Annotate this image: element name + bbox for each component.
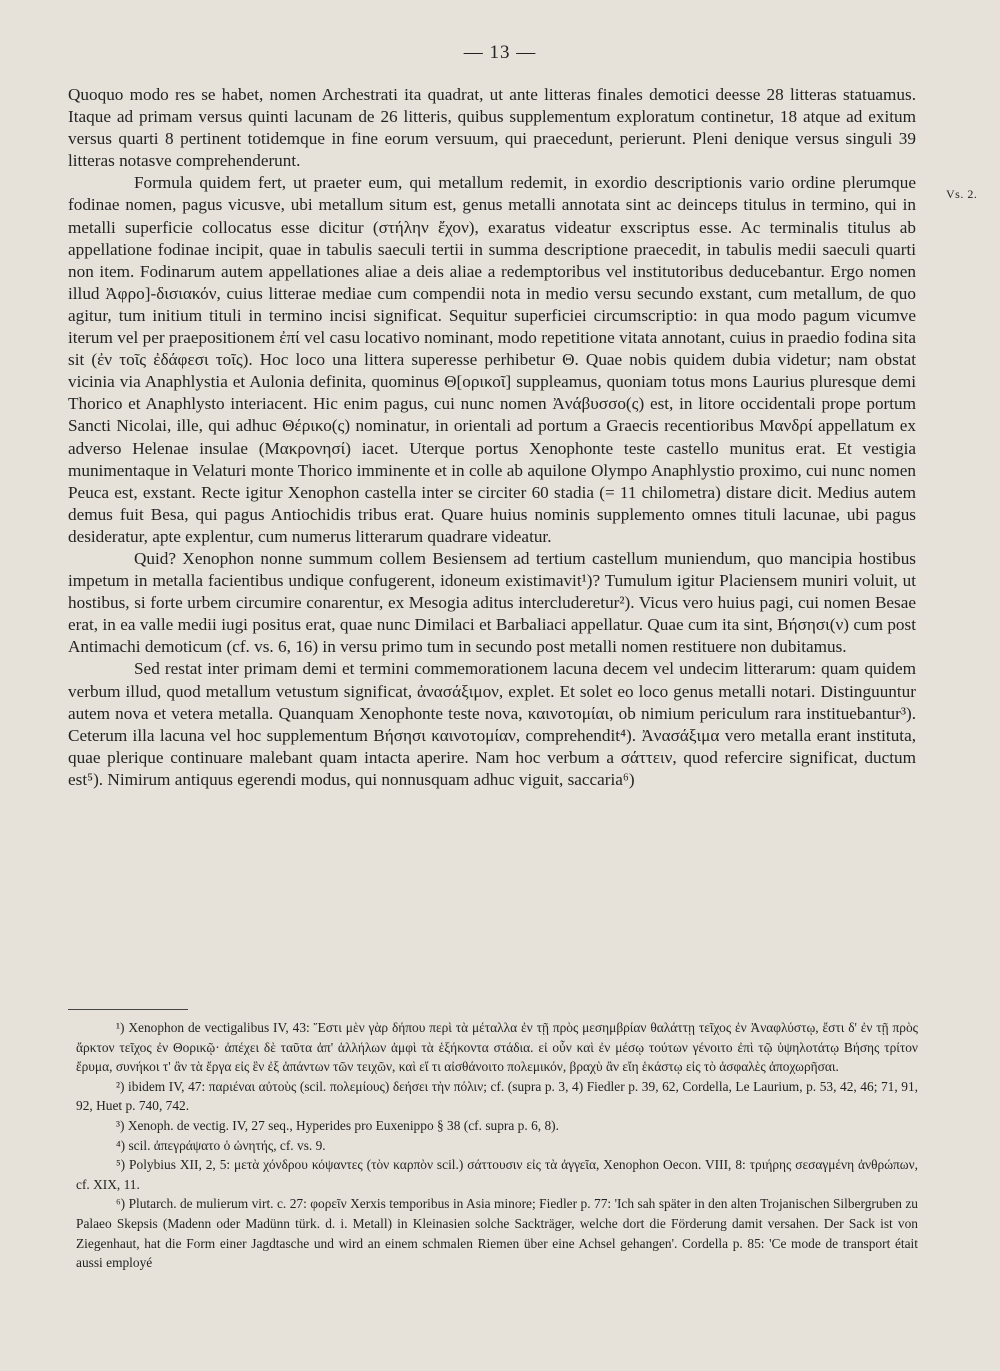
footnote: ³) Xenoph. de vectig. IV, 27 seq., Hyperides pro Euxenippo § 38 (cf. supra p. 6, 8). [116, 1117, 559, 1133]
paragraph: Quid? Xenophon nonne summum collem Besiensem ad tertium castellum muniendum, quo mancipia hostibus impetum in metalla facientibus undique confugerent, idoneum existimavit¹)? Tumulum igitur Placiensem muniri voluit, ut hostibus, si forte urbem circumire conarentur, ex Mesogia aditus intercluderetur²). Vicus vero huius pagi, cui nomen Besae erat, in ea valle medii iugi positus erat, quae nunc Dimilaci et Barbaliaci appellatur. Quae cum ita sint, Βήσησι(ν) cum post Antimachi demoticum (cf. vs. 6, 16) in versu primo tum in secundo post metalli nomen restituere non dubitamus. [68, 548, 916, 657]
main-text [68, 84, 916, 791]
footnotes [76, 1018, 918, 1273]
footnote-divider [68, 1009, 188, 1010]
paragraph: Quoquo modo res se habet, nomen Archestrati ita quadrat, ut ante litteras finales demotici deesse 28 litteras statuamus. Itaque ad primam versus quinti lacunam de 26 litteris, quibus supplementum exploratum continetur, 18 atque ad exitum versus quarti 8 pertinent totidemque in fine eorum versuum, qui praecedunt, perierunt. Pleni denique versus singuli 39 litteras notasve comprehenderunt. [68, 85, 916, 171]
margin-note: Vs. 2. [946, 187, 978, 201]
footnote: ⁴) scil. ἀπεγράψατο ὁ ὠνητής, cf. vs. 9. [116, 1137, 326, 1153]
paragraph: Sed restat inter primam demi et termini commemorationem lacuna decem vel undecim litterarum: quam quidem verbum illud, quod metallum vetustum significat, ἀνασάξιμον, explet. Et solet eo loco genus metalli notari. Distinguuntur autem nova et vetera metalla. Quanquam Xenophonte teste nova, καινοτομίαι, ob nimium periculum rara instituebantur³). Ceterum illa lacuna vel hoc supplementum Βήσησι καινοτομίαν, comprehendit⁴). Ἀνασάξιμα vero metalla erant instituta, quae plerique continuare malebant quam intacta aperire. Nam hoc verbum a σάττειν, quod refercire significat, ductum est⁵). Nimirum antiquus egerendi modus, qui nonnusquam adhuc viguit, saccaria⁶) [68, 659, 916, 789]
footnote: ⁵) Polybius XII, 2, 5: μετὰ χόνδρου κόψαντες (τὸν καρπὸν scil.) σάττουσιν εἰς τὰ ἀγγεῖα, Xenophon Oecon. VIII, 8: τριήρης σεσαγμένη ἀνθρώπων, cf. XIX, 11. [76, 1157, 918, 1192]
footnote: ⁶) Plutarch. de mulierum virt. c. 27: φορεῖν Xerxis temporibus in Asia minore; Fiedler p. 77: 'Ich sah später in den alten Trojanischen Silbergruben zu Palaeo Skepsis (Madenn oder Madünn türk. d. i. Metall) in Kleinasien solche Sackträger, welche dort die Förderung damit versahen. Der Sack ist von Ziegenhaut, hat die Form einer Jagdtasche und wird an einem schmalen Riemen über eine Achsel gehangen'. Cordella p. 85: 'Ce mode de transport était aussi employé [76, 1196, 918, 1271]
footnote: ¹) Xenophon de vectigalibus IV, 43: Ἔστι μὲν γὰρ δήπου περὶ τὰ μέταλλα ἐν τῇ πρὸς μεσημβρίαν θαλάττῃ τεῖχος ἐν Ἀναφλύστῳ, ἔστι δ' ἐν τῇ πρὸς ἄρκτον τεῖχος ἐν Θορικῷ· ἀπέχει δὲ ταῦτα ἀπ' ἀλλήλων ἀμφὶ τὰ ἑξήκοντα στάδια. εἰ οὖν καὶ ἐν μέσῳ τούτων γένοιτο ἐπὶ τῷ ὑψηλοτάτῳ Βήσης τρίτον ἔρυμα, συνήκοι τ' ἂν τὰ ἔργα εἰς ἓν ἐξ ἁπάντων τῶν τειχῶν, καὶ εἴ τι αἰσθάνοιτο πολεμικόν, βραχὺ ἂν εἴη ἑκάστῳ εἰς τὸ ἀσφαλὲς ἀποχωρῆσαι. [76, 1020, 918, 1075]
page-number: — 13 — [463, 42, 537, 63]
footnote: ²) ibidem IV, 47: παριέναι αὐτοὺς (scil. πολεμίους) δεήσει τὴν πόλιν; cf. (supra p. 3, 4) Fiedler p. 39, 62, Cordella, Le Laurium, p. 53, 42, 46; 71, 91, 92, Huet p. 740, 742. [76, 1078, 918, 1114]
paragraph: Formula quidem fert, ut praeter eum, qui metallum redemit, in exordio descriptionis vario ordine plerumque fodinae nomen, pagus vicusve, ubi metallum situm est, genus metalli annotata sint ac deinceps titulus in termino, qui in metalli superficie collocatus esse dicitur (στήλην ἔχον), exaratus videatur exscriptus esse. Ac terminalis titulus ab appellatione fodinae incipit, quae in tabulis saeculi tertii in summa descriptione praecedit, in tabulis medii saeculi quarti non item. Fodinarum autem appellationes aliae a deis aliae a redemptoribus vel institutoribus deducebantur. Ergo nomen illud Ἀφρο]-δισιακόν, cuius litterae mediae cum compendii nota in medio versu secundo exstant, cum metallum, de quo agitur, tum initium tituli in termino incisi significat. Sequitur superficiei circumscriptio: in qua modo pagum vicumve iterum vel per praepositionem ἐπί vel casu locativo nominant, modo repetitione vitata annotant, cuius in praedio fodina sita sit (ἐν τοῖς ἐδάφεσι τοῖς). Hoc loco una littera superesse perhibetur Θ. Quae nobis quidem dubia videtur; nam obstat vicinia via Anaphlystia et Aulonia definita, quominus Θ[ορικοῖ] suppleamus, quoniam totus mons Laurius pluresque demi Thorico et Anaphlysto interiacent. Hic enim pagus, cui nunc nomen Ἀνάβυσσο(ς) est, in litore occidentali prope portum Sancti Nicolai, ille, qui adhuc Θέρικο(ς) nominatur, in orientali ad portum a Graecis recentioribus Μανδρί appellatum ex adverso Helenae insulae (Μακρονησί) iacet. Uterque portus Xenophonte teste castello munitus erat. Et vestigia munimentaque in Velaturi monte Thorico imminente et in colle ab aquilone Olympo Anaphlystio proximo, cui nunc nomen Peuca est, exstant. Recte igitur Xenophon castella inter se circiter 60 stadia (= 11 chilometra) distare dicit. Medius autem demus fuit Besa, qui pagus Antiochidis tribus erat. Quare huius nominis supplemento omnes tituli lacunae, ubi pagus desideratur, apte explentur, cum numerus litterarum quadrare videatur. [68, 173, 916, 546]
